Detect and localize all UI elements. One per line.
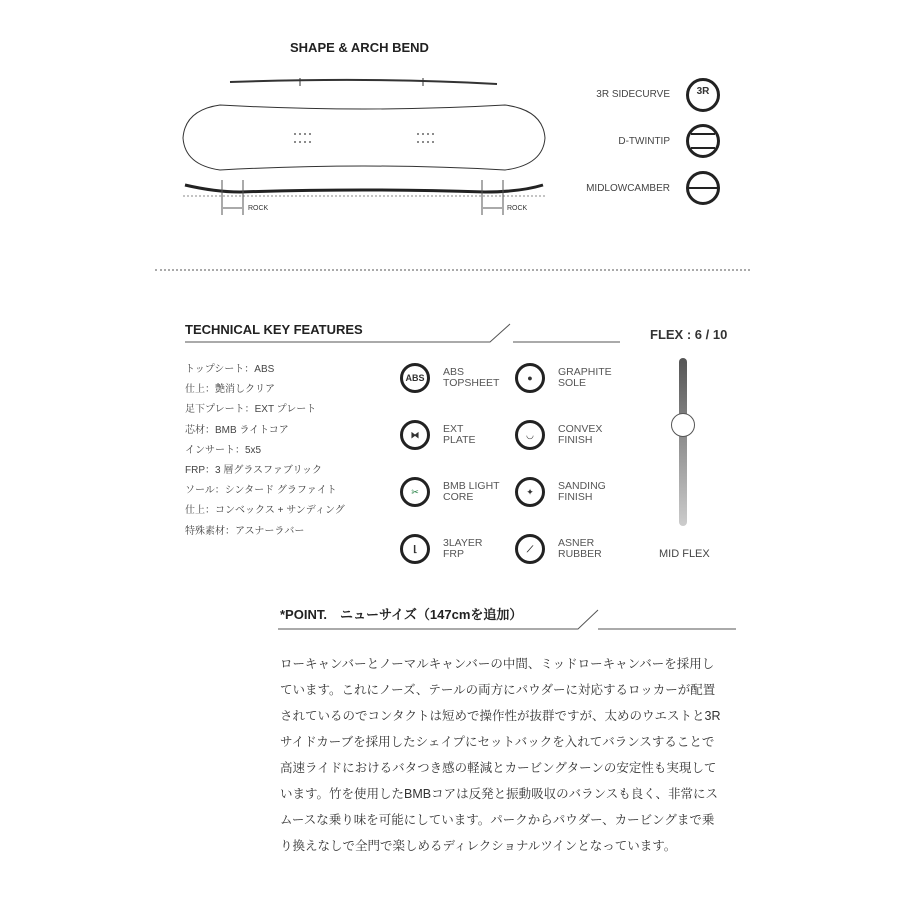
- spec-item: 芯材：BMB ライトコア: [185, 424, 289, 436]
- midlowcamber-icon: [686, 171, 720, 205]
- spec-item: インサート：5x5: [185, 444, 262, 456]
- point-paragraph: [280, 651, 750, 859]
- paragraph-line: ローキャンバーとノーマルキャンバーの中間、ミッドローキャンバーを採用し: [280, 657, 715, 671]
- feature-icon-label: TOPSHEET: [443, 377, 500, 389]
- feature-icon-label: CORE: [443, 491, 474, 503]
- paragraph-line: されているのでコンタクトは短めで操作性が抜群ですが、太めのウエストと3R: [280, 709, 721, 723]
- graphite-sole-icon: ●: [515, 363, 545, 393]
- tech-title-underline: [185, 322, 625, 344]
- feature-icon-label: FRP: [443, 548, 464, 560]
- spec-list: [185, 360, 345, 542]
- feature-icon-label: PLATE: [443, 434, 476, 446]
- feature-label-3r: 3R SIDECURVE: [596, 89, 670, 100]
- feature-icon-label: FINISH: [558, 434, 593, 446]
- flex-label: MID FLEX: [659, 548, 710, 560]
- board-diagram: [175, 70, 555, 220]
- flex-slider-track[interactable]: [679, 358, 687, 526]
- feature-icon-label: EXT: [443, 423, 464, 435]
- feature-label-twintip: D-TWINTIP: [618, 136, 670, 147]
- sanding-finish-icon: ✦: [515, 477, 545, 507]
- feature-icon-label: BMB LIGHT: [443, 480, 500, 492]
- 3r-sidecurve-icon: 3R: [686, 78, 720, 112]
- point-title-underline: [278, 608, 738, 632]
- paragraph-line: 高速ライドにおけるバタつき感の軽減とカービングターンの安定性も実現して: [280, 761, 717, 775]
- feature-icon-label: FINISH: [558, 491, 593, 503]
- tech-title: TECHNICAL KEY FEATURES: [185, 322, 363, 337]
- rock-label-left: ROCK: [248, 205, 269, 212]
- 3layer-frp-icon: ⌊: [400, 534, 430, 564]
- bmb-light-core-icon: ✂: [400, 477, 430, 507]
- paragraph-line: ています。これにノーズ、テールの両方にパウダーに対応するロッカーが配置: [280, 683, 716, 697]
- convex-finish-icon: ◡: [515, 420, 545, 450]
- spec-item: トップシート：ABS: [185, 364, 275, 375]
- shape-title: SHAPE & ARCH BEND: [290, 40, 429, 55]
- spec-item: 仕上：艶消しクリア: [185, 384, 275, 396]
- feature-label-camber: MIDLOWCAMBER: [586, 183, 670, 194]
- spec-item: FRP：3 層グラスファブリック: [185, 465, 323, 477]
- flex-title: FLEX : 6 / 10: [650, 327, 728, 342]
- abs-topsheet-icon: ABS: [400, 363, 430, 393]
- feature-icon-label: CONVEX: [558, 423, 603, 435]
- spec-item: ソール：シンタード グラファイト: [185, 485, 337, 497]
- spec-item: 仕上：コンベックス + サンディング: [185, 505, 345, 517]
- paragraph-line: り換えなしで全門で楽しめるディレクショナルツインとなっています。: [280, 839, 677, 853]
- feature-icon-label: ABS: [443, 366, 465, 378]
- section-divider: [155, 269, 750, 271]
- paragraph-line: ムースな乗り味を可能にしています。パークからパウダー、カービングまで乗: [280, 813, 715, 827]
- feature-icon-label: GRAPHITE: [558, 366, 612, 378]
- asner-rubber-icon: ⟋: [515, 534, 545, 564]
- spec-item: 足下プレート：EXT プレート: [185, 404, 317, 416]
- feature-icon-label: 3LAYER: [443, 537, 483, 549]
- ext-plate-icon: ⧓: [400, 420, 430, 450]
- feature-icon-label: SANDING: [558, 480, 606, 492]
- paragraph-line: います。竹を使用したBMBコアは反発と振動吸収のバランスも良く、非常にス: [280, 787, 718, 801]
- spec-item: 特殊素材：アスナーラバー: [185, 525, 305, 537]
- point-title: *POINT. ニューサイズ（147cmを追加）: [280, 607, 523, 622]
- feature-icon-label: SOLE: [558, 377, 587, 389]
- paragraph-line: サイドカーブを採用したシェイプにセットバックを入れてバランスすることで: [280, 735, 715, 749]
- d-twintip-icon: [686, 124, 720, 158]
- feature-icon-label: ASNER: [558, 537, 595, 549]
- feature-icon-label: RUBBER: [558, 548, 602, 560]
- flex-slider-knob[interactable]: [671, 413, 695, 437]
- rock-label-right: ROCK: [507, 205, 528, 212]
